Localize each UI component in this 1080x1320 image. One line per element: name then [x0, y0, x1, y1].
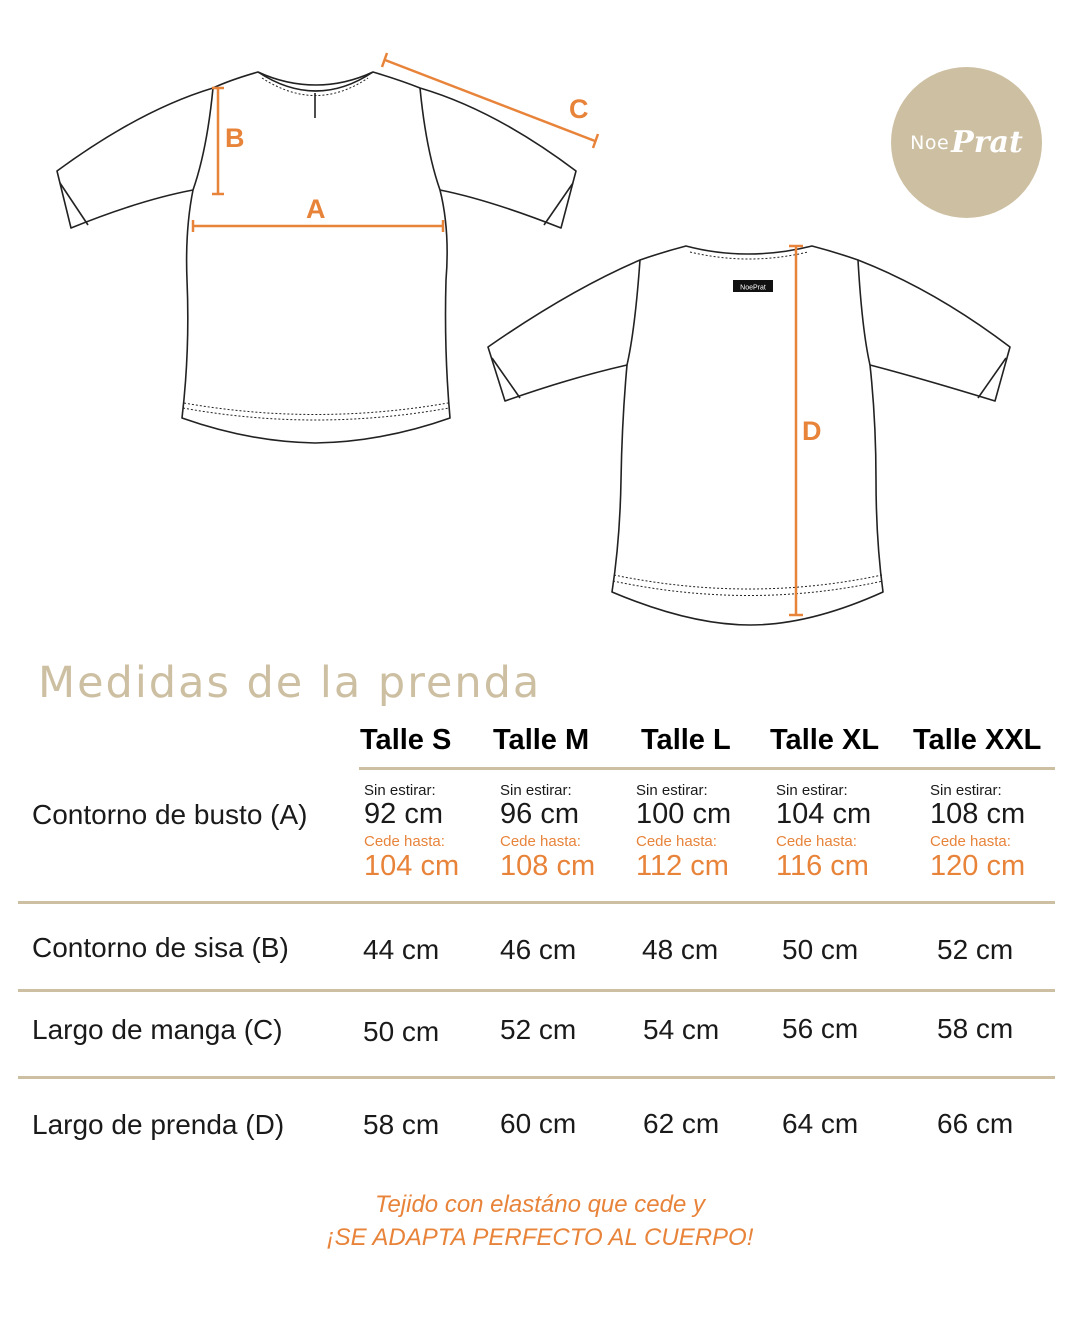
row-label-sleeve: Largo de manga (C) [32, 1014, 283, 1045]
sleeve-cell-l: 54 cm [643, 1014, 720, 1045]
header-divider [359, 767, 1055, 770]
row-divider [18, 989, 1055, 992]
bust-cede-value: 104 cm [364, 850, 460, 882]
bust-sin-label: Sin estirar: [776, 782, 848, 799]
dimension-b-label: B [225, 123, 245, 153]
measurement-lines [193, 53, 803, 615]
row-label-bust: Contorno de busto (A) [32, 799, 308, 830]
row-divider [18, 1076, 1055, 1079]
bust-cell-m [500, 782, 595, 882]
bust-cell-s [364, 782, 459, 882]
front-body-outline [57, 72, 576, 443]
sleeve-cell-s: 50 cm [363, 1016, 440, 1047]
back-neck-stitch [690, 252, 808, 259]
bust-cede-label: Cede hasta: [636, 833, 717, 850]
row-divider [18, 901, 1055, 904]
size-header-l: Talle L [641, 724, 731, 756]
note-line-1: Tejido con elastáno que cede y [374, 1191, 706, 1218]
size-header-xxl: Talle XXL [913, 724, 1042, 756]
length-cell-l: 62 cm [643, 1108, 720, 1139]
bust-cede-label: Cede hasta: [364, 833, 445, 850]
brand-logo [891, 67, 1042, 218]
sleeve-cell-xxl: 58 cm [937, 1013, 1014, 1044]
bust-sin-label: Sin estirar: [364, 782, 436, 799]
front-cuff-right [544, 183, 573, 225]
bust-cede-label: Cede hasta: [500, 833, 581, 850]
bust-cede-label: Cede hasta: [930, 833, 1011, 850]
bust-cell-l [636, 782, 731, 882]
bust-cede-label: Cede hasta: [776, 833, 857, 850]
bust-cede-value: 120 cm [930, 850, 1026, 882]
back-armhole-left [627, 260, 640, 365]
back-armhole-right [858, 260, 870, 365]
bust-sin-value: 92 cm [364, 798, 443, 830]
armhole-cell-s: 44 cm [363, 934, 440, 965]
dimension-c-line [385, 60, 595, 141]
length-cell-m: 60 cm [500, 1108, 577, 1139]
dimension-d-label: D [802, 416, 822, 446]
bust-cede-value: 116 cm [776, 850, 869, 882]
front-hem-stitch-1 [184, 403, 448, 415]
logo-noe-text: Noe [910, 131, 950, 154]
front-cuff-left [60, 183, 88, 225]
row-label-armhole: Contorno de sisa (B) [32, 932, 289, 963]
back-hem-stitch-1 [614, 575, 882, 589]
bust-sin-value: 100 cm [636, 798, 732, 830]
bust-sin-value: 96 cm [500, 798, 579, 830]
size-header-m: Talle M [493, 724, 590, 756]
dimension-c-label: C [569, 94, 589, 124]
page-title: Medidas de la prenda [38, 658, 542, 708]
brand-tag-text: NoePrat [740, 284, 766, 292]
front-armhole-left [193, 88, 213, 190]
sleeve-cell-xl: 56 cm [782, 1013, 859, 1044]
bust-sin-label: Sin estirar: [930, 782, 1002, 799]
armhole-cell-xl: 50 cm [782, 934, 859, 965]
front-neckline [258, 72, 373, 91]
bust-sin-label: Sin estirar: [500, 782, 572, 799]
armhole-cell-xxl: 52 cm [937, 934, 1014, 965]
size-header-xl: Talle XL [770, 724, 880, 756]
length-cell-s: 58 cm [363, 1109, 440, 1140]
bust-cell-xxl [930, 782, 1025, 882]
dimension-a-label: A [306, 194, 326, 224]
bust-sin-label: Sin estirar: [636, 782, 708, 799]
sleeve-cell-m: 52 cm [500, 1014, 577, 1045]
bust-cede-value: 108 cm [500, 850, 596, 882]
armhole-cell-m: 46 cm [500, 934, 577, 965]
front-armhole-right [420, 88, 440, 190]
back-hem-stitch-2 [613, 581, 883, 596]
logo-prat-text: Prat [951, 125, 1023, 160]
bust-cell-xl [776, 782, 871, 882]
back-view [488, 246, 1010, 625]
row-label-length: Largo de prenda (D) [32, 1109, 285, 1140]
bust-sin-value: 104 cm [776, 798, 872, 830]
back-cuff-left [492, 358, 520, 398]
note-line-2: ¡SE ADAPTA PERFECTO AL CUERPO! [326, 1224, 754, 1251]
bust-sin-value: 108 cm [930, 798, 1026, 830]
armhole-cell-l: 48 cm [642, 934, 719, 965]
back-body-outline [488, 246, 1010, 625]
front-view [57, 72, 576, 443]
length-cell-xl: 64 cm [782, 1108, 859, 1139]
size-header-s: Talle S [360, 724, 452, 756]
length-cell-xxl: 66 cm [937, 1108, 1014, 1139]
bust-cede-value: 112 cm [636, 850, 729, 882]
